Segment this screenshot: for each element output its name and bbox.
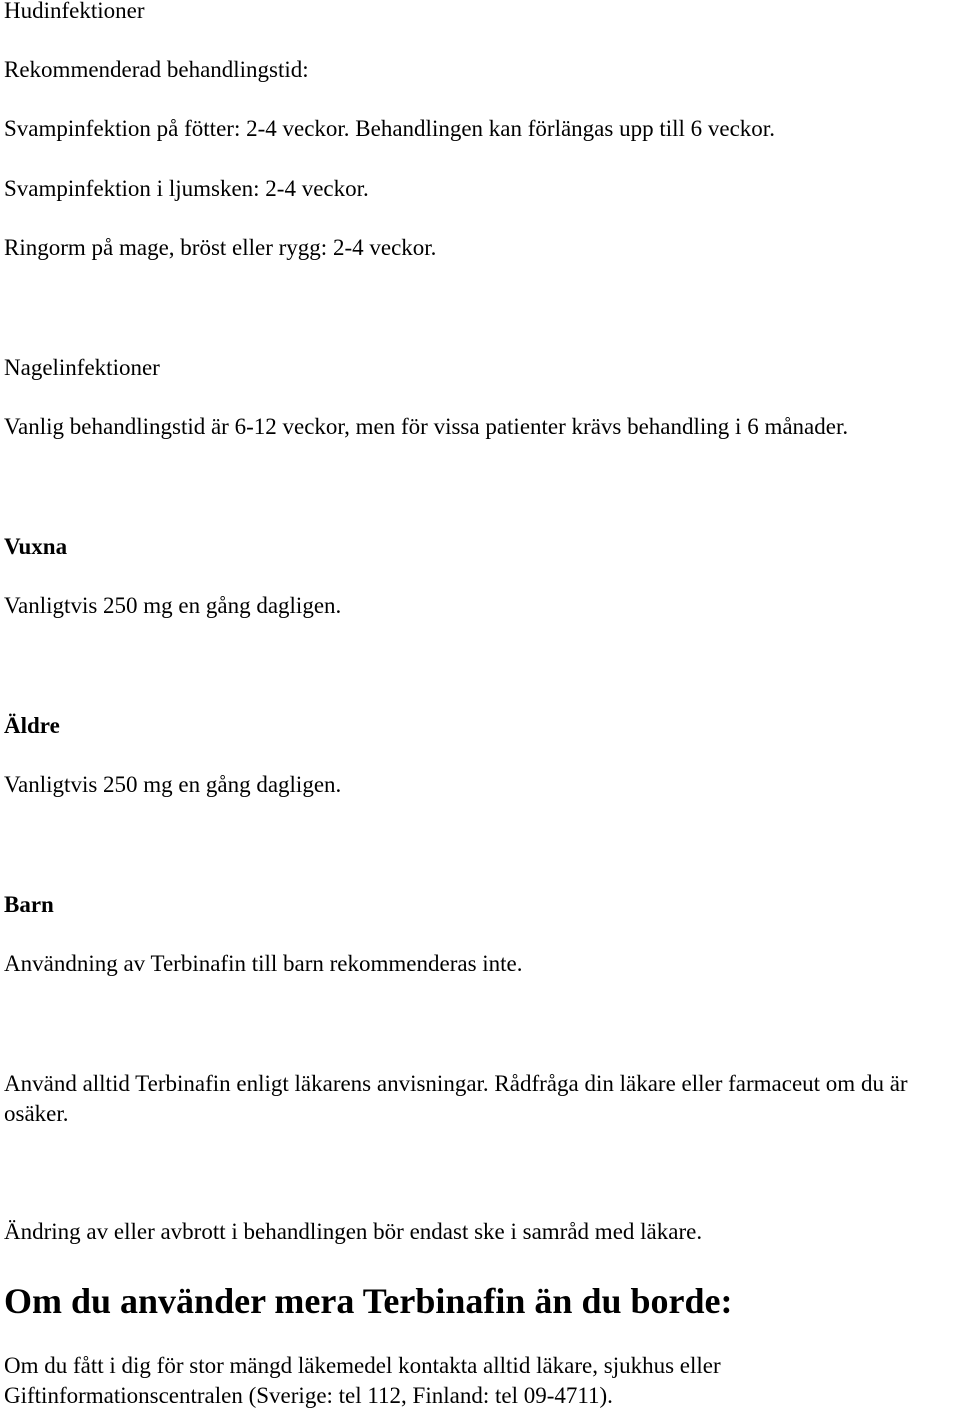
usage-advice-text: Använd alltid Terbinafin enligt läkarens anvisningar. Rådfråga din läkare eller farmaceut om du är osäker.	[4, 1071, 908, 1126]
adults-heading: Vuxna	[4, 534, 68, 559]
recommended-duration-label: Rekommenderad behandlingstid:	[4, 57, 309, 82]
nail-infections-heading: Nagelinfektioner	[4, 355, 160, 380]
elderly-heading: Äldre	[4, 713, 60, 738]
skin-item-ringworm: Ringorm på mage, bröst eller rygg: 2-4 veckor.	[4, 235, 437, 260]
overdose-text: Om du fått i dig för stor mängd läkemedel kontakta alltid läkare, sjukhus eller Giftinformationscentralen (Sverige: tel 112, Finland: tel 09-4711).	[4, 1353, 721, 1408]
treatment-change-text: Ändring av eller avbrott i behandlingen bör endast ske i samråd med läkare.	[4, 1219, 703, 1244]
overdose-heading: Om du använder mera Terbinafin än du borde:	[4, 1281, 733, 1321]
elderly-text: Vanligtvis 250 mg en gång dagligen.	[4, 772, 342, 797]
skin-item-groin: Svampinfektion i ljumsken: 2-4 veckor.	[4, 176, 369, 201]
children-text: Användning av Terbinafin till barn rekommenderas inte.	[4, 951, 523, 976]
nail-infections-text: Vanlig behandlingstid är 6-12 veckor, men för vissa patienter krävs behandling i 6 månader.	[4, 414, 849, 439]
skin-item-feet: Svampinfektion på fötter: 2-4 veckor. Behandlingen kan förlängas upp till 6 veckor.	[4, 116, 775, 141]
skin-infections-heading: Hudinfektioner	[4, 0, 145, 23]
children-heading: Barn	[4, 892, 54, 917]
adults-text: Vanligtvis 250 mg en gång dagligen.	[4, 593, 342, 618]
